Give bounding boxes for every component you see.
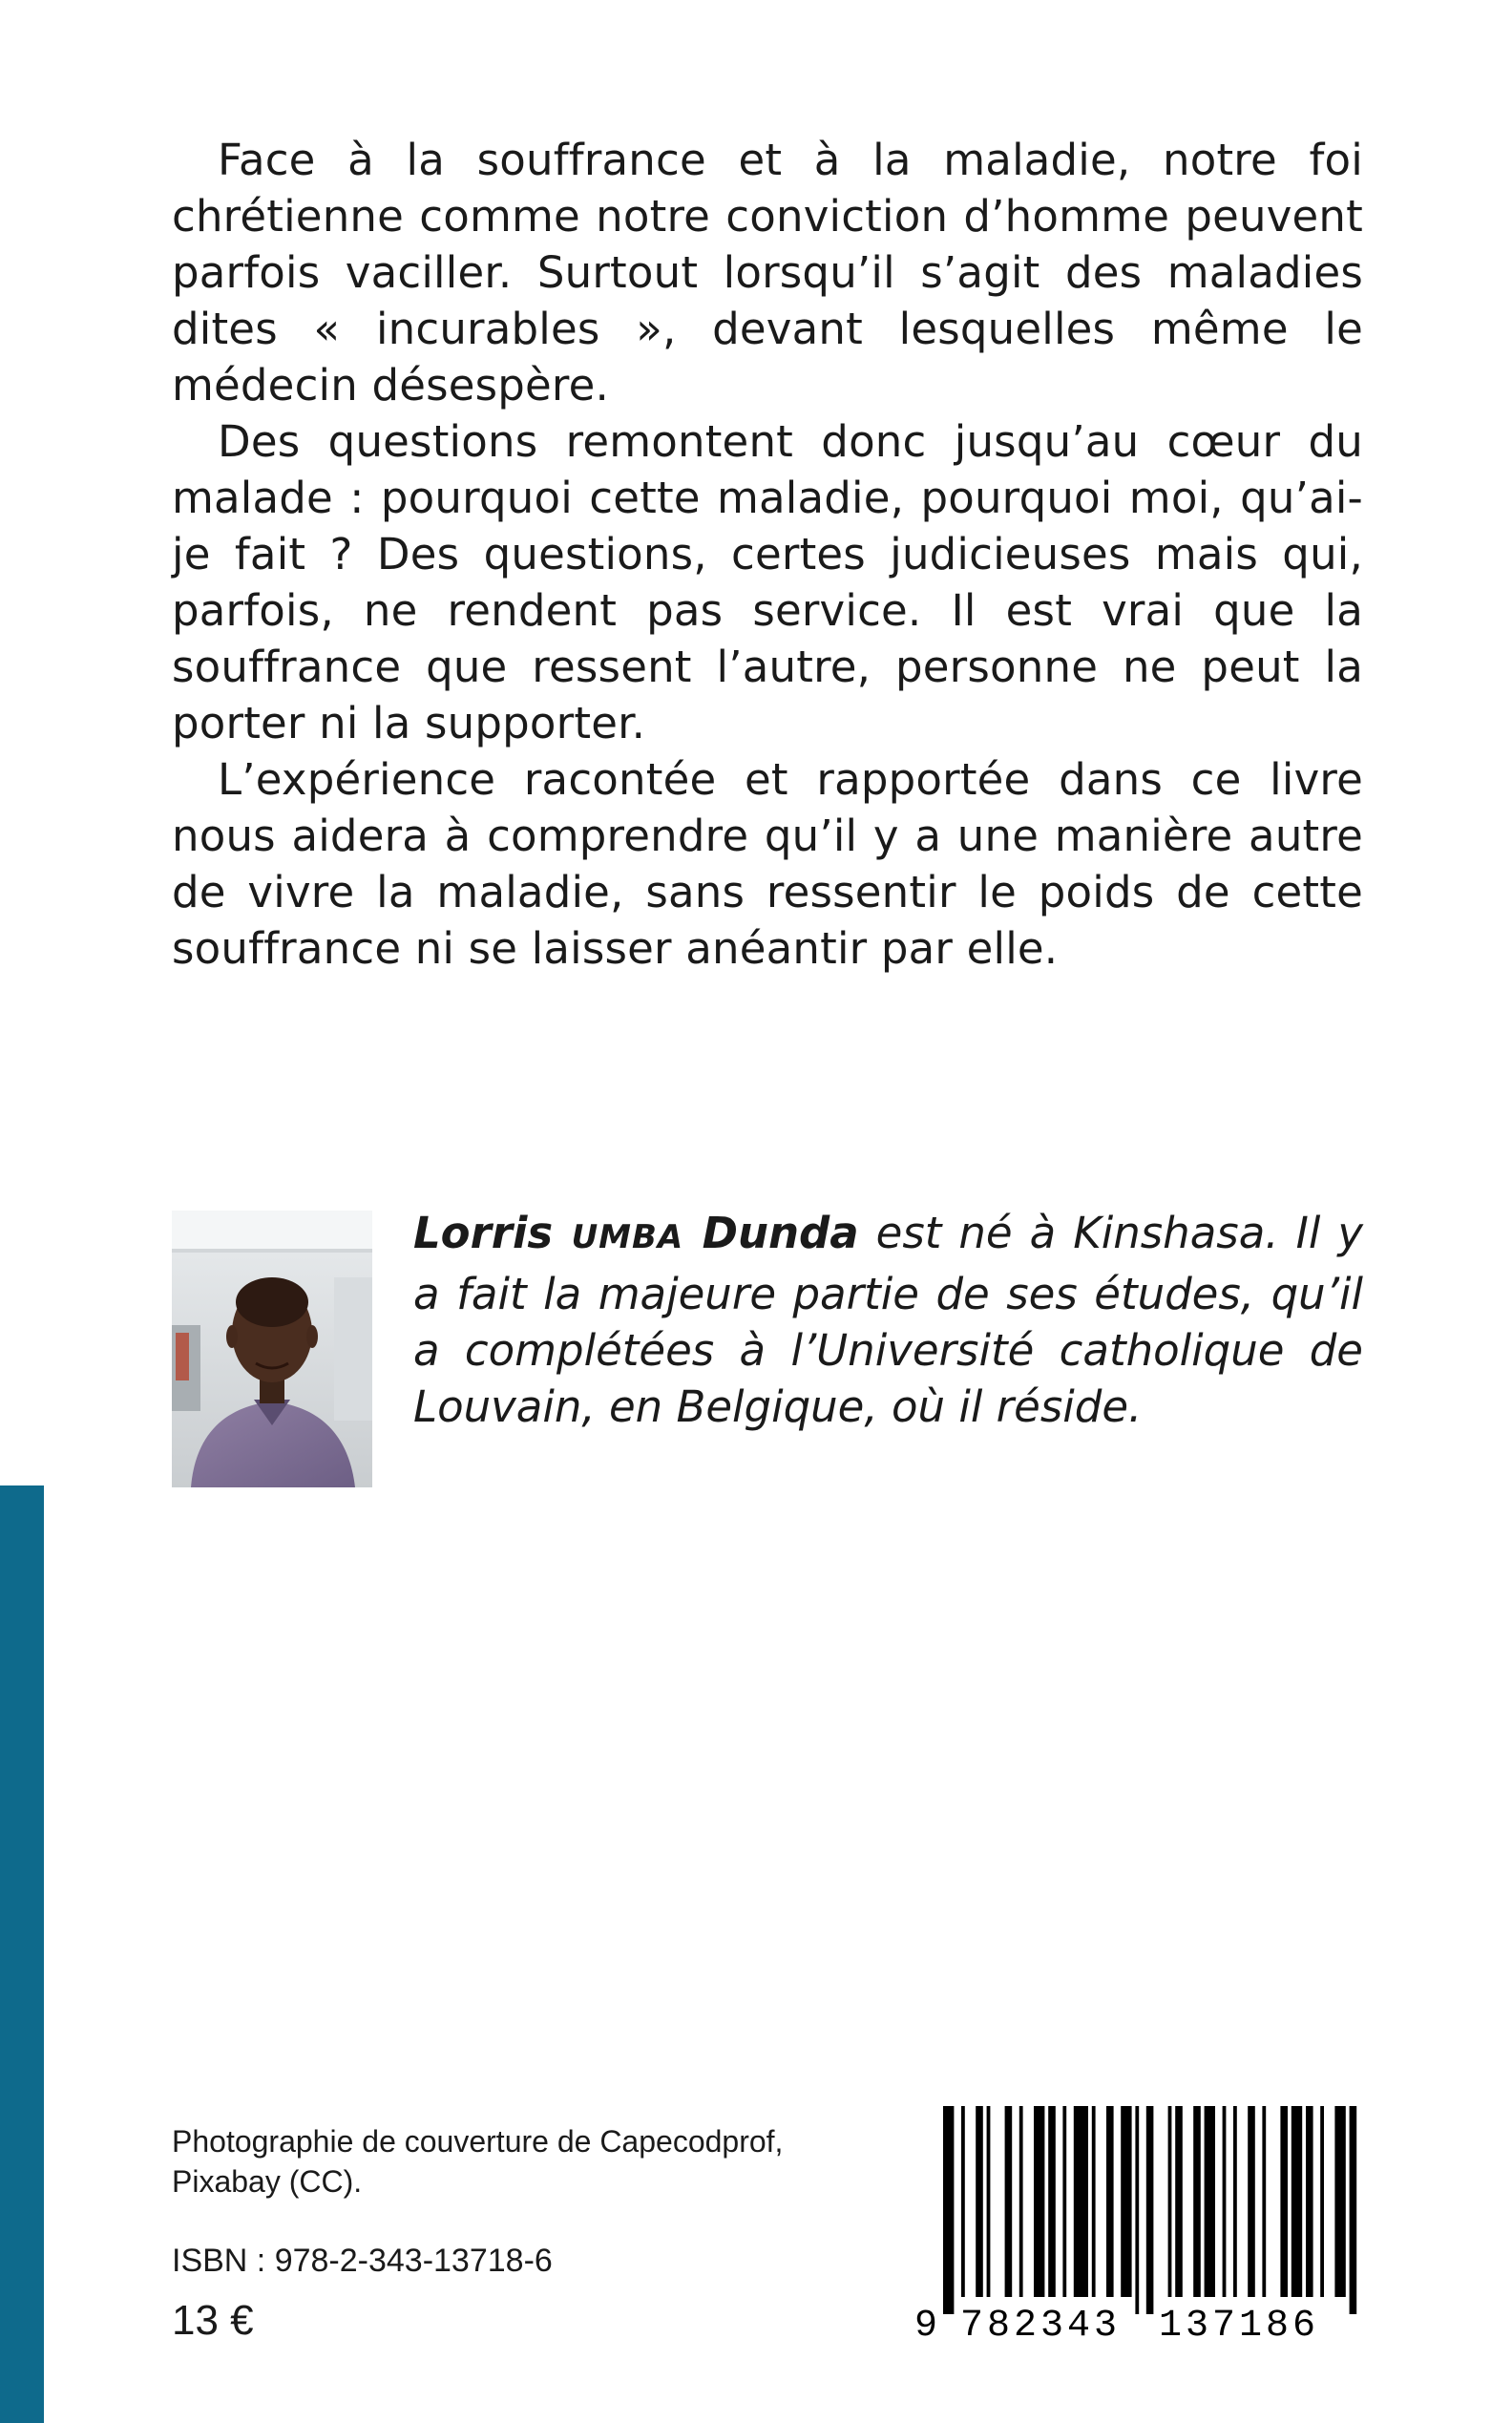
barcode-bar	[1233, 2106, 1237, 2297]
isbn-text: ISBN : 978-2-343-13718-6	[172, 2243, 553, 2279]
barcode-digits-group-2: 137186	[1158, 2305, 1320, 2343]
barcode-bar	[1005, 2106, 1013, 2297]
barcode-bar	[1135, 2106, 1139, 2314]
spine-color-bar	[0, 1485, 44, 2423]
barcode-bar	[943, 2106, 954, 2314]
author-photo	[172, 1211, 372, 1487]
price-text: 13 €	[172, 2297, 254, 2344]
barcode-bar	[1334, 2106, 1345, 2297]
barcode-bar	[1048, 2106, 1056, 2297]
barcode-digit-first: 9	[914, 2305, 938, 2343]
author-name	[413, 1208, 859, 1258]
author-last-name-rest: Dunda	[702, 1208, 859, 1258]
barcode-bars	[943, 2106, 1356, 2314]
photo-credits-line-2: Pixabay (CC).	[172, 2164, 363, 2199]
barcode-bar	[1320, 2106, 1324, 2297]
author-bio	[413, 1205, 1363, 1435]
barcode-bar	[1292, 2106, 1302, 2297]
barcode-bar	[1350, 2106, 1357, 2314]
photo-credits	[172, 2121, 897, 2202]
barcode-bar	[1175, 2106, 1183, 2297]
barcode-bar	[976, 2106, 983, 2297]
barcode-bar	[1121, 2106, 1131, 2297]
barcode-bar	[1092, 2106, 1096, 2297]
barcode-bar	[1106, 2106, 1114, 2297]
barcode-bar	[1223, 2106, 1227, 2297]
barcode-digits-group-1: 782343	[959, 2305, 1122, 2343]
barcode-bar	[1146, 2106, 1154, 2314]
barcode-bar	[1193, 2106, 1201, 2297]
barcode-bar	[1168, 2106, 1172, 2297]
barcode-bar	[1074, 2106, 1088, 2297]
blurb-paragraph-3: L’expérience racontée et rapportée dans ce livre nous aidera à comprendre qu’il y a une manière autre de vivre la maladie, sans ressentir le poids de cette souffrance ni se laisser anéantir par elle.	[172, 754, 1363, 974]
barcode-bar	[1306, 2106, 1313, 2297]
barcode-bar	[1034, 2106, 1044, 2297]
back-cover-blurb	[172, 132, 1363, 977]
barcode-bar	[1262, 2106, 1266, 2297]
barcode-bar	[1205, 2106, 1215, 2297]
barcode-bar	[961, 2106, 965, 2297]
author-bio-paragraph	[413, 1205, 1363, 1435]
author-first-name: Lorris	[413, 1208, 554, 1258]
barcode-bar	[987, 2106, 991, 2297]
barcode-bar	[1248, 2106, 1255, 2297]
author-bio-text: est né à Kinshasa. Il y a fait la majeure partie de ses études, qu’il a complétées à l’Université catholique de Louvain, en Belgique, où il réside.	[413, 1208, 1364, 1432]
author-last-name-small-caps: UMBA	[571, 1218, 684, 1256]
barcode-bar	[1019, 2106, 1023, 2297]
barcode	[914, 2106, 1363, 2343]
barcode-bar	[1062, 2106, 1066, 2297]
photo-credits-line-1: Photographie de couverture de Capecodprof,	[172, 2124, 784, 2159]
barcode-bar	[1280, 2106, 1288, 2297]
blurb-paragraph-2: Des questions remontent donc jusqu’au cœur du malade : pourquoi cette maladie, pourquoi moi, qu’ai-je fait ? Des questions, certes judicieuses mais qui, parfois, ne rendent pas service. Il est vrai que la souffrance que ressent l’autre, personne ne peut la porter ni la supporter.	[172, 416, 1363, 748]
blurb-paragraph-1: Face à la souffrance et à la maladie, notre foi chrétienne comme notre conviction d’homme peuvent parfois vaciller. Surtout lorsqu’il s’agit des maladies dites « incurables », devant lesquelles même le médecin désespère.	[172, 135, 1363, 411]
